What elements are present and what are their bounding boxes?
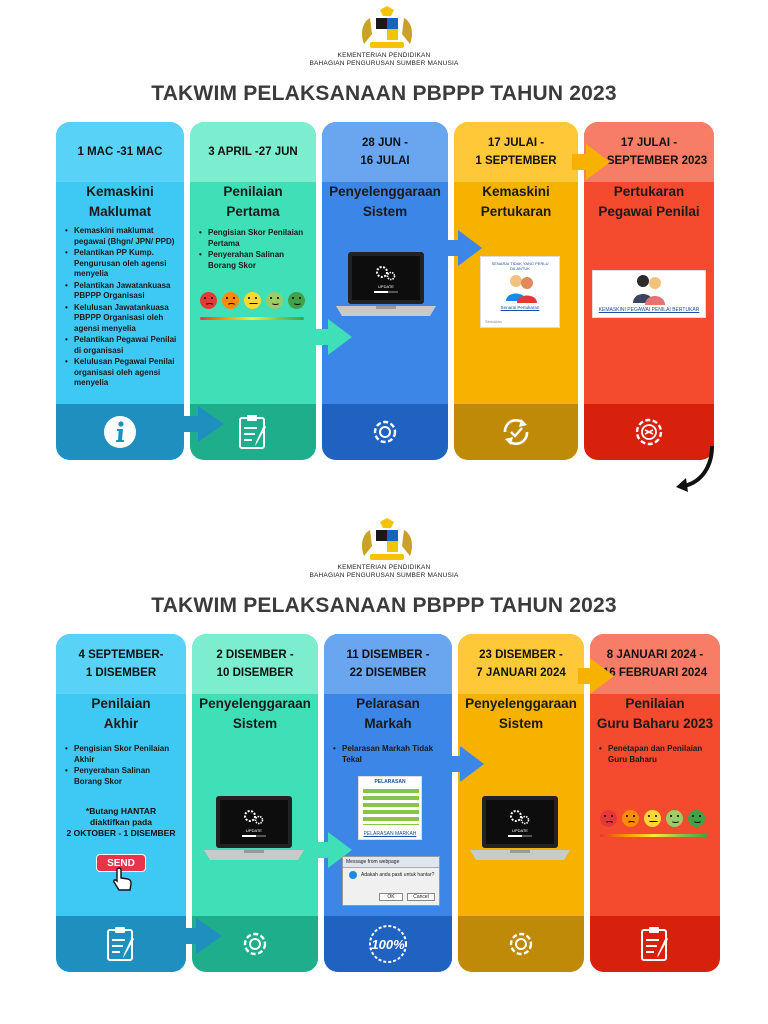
title-line-1: Penilaian (625, 696, 685, 711)
flow-arrow-head (460, 746, 484, 782)
flow-arrow-head (198, 406, 224, 442)
flow-arrow (170, 416, 200, 432)
stage-footer (322, 404, 448, 460)
stage-footer (324, 916, 452, 972)
icon-text: 100% (371, 937, 405, 952)
dialog-ok-button[interactable]: OK (379, 893, 403, 901)
rating-meter (200, 317, 304, 320)
stage-date (458, 634, 584, 694)
date-line-1: 28 JUN - (361, 137, 409, 149)
flow-arrow (310, 329, 330, 345)
screenshot-header: SENARAI TIDAK YANG PERLU DILANTUK (491, 261, 549, 271)
list-item: • Penyerahan Salinan Borang Skor (198, 250, 310, 271)
date-line-1: 11 DISEMBER - (346, 649, 430, 661)
happy-face-icon (288, 292, 305, 309)
screenshot-table (363, 789, 419, 825)
flow-arrow-head (196, 918, 222, 954)
list-item: • Pengisian Skor Penilaian Pertama (198, 228, 310, 249)
date-line-2: 16 FEBRUARI 2024 (602, 667, 708, 679)
task-list (598, 744, 714, 766)
screenshot-penilai (592, 270, 706, 318)
timeline-section-bottom (0, 512, 768, 1024)
date-text: 3 APRIL -27 JUN (208, 146, 298, 158)
neutral-face-icon (244, 292, 261, 309)
title-line-1: Penilaian (91, 696, 151, 711)
title-line-2: Sistem (498, 716, 544, 731)
date-line-1: 17 JULAI - (487, 137, 545, 149)
stage-date (322, 122, 448, 182)
date-line-1: 4 SEPTEMBER- (78, 649, 164, 661)
happy-face-icon (688, 810, 705, 827)
title-line-1: Kemaskini (482, 184, 550, 199)
send-button[interactable]: SEND (96, 854, 146, 872)
title-line-1: Penyelenggaraan (329, 184, 441, 199)
refresh-icon (499, 415, 533, 449)
date-line-2: 7 JANUARI 2024 (476, 667, 566, 679)
flow-arrow (172, 928, 198, 944)
users-icon (503, 271, 539, 305)
title-line-2: Maklumat (88, 204, 152, 219)
date-line-2: 30 SEPTEMBER 2023 (590, 155, 708, 167)
task-list (64, 744, 180, 788)
gear-icon (368, 415, 402, 449)
list-item: • Penetapan dan Penilaian Guru Baharu (598, 744, 714, 765)
stage-date (190, 122, 316, 182)
100-percent-icon (365, 924, 411, 964)
date-line-2: 16 JULAI (360, 155, 410, 167)
flow-arrow-head (458, 230, 482, 266)
list-item: • Pelantikan Jawatankuasa PBPPP Organisasi (64, 281, 178, 302)
stage-penyelenggaraan-sistem-3 (458, 634, 584, 972)
screenshot-footer: Semakan (485, 319, 502, 324)
ministry-name (0, 564, 768, 580)
smile-face-icon (666, 810, 683, 827)
stage-penilaian-akhir (56, 634, 186, 972)
date-line-2: 10 DISEMBER (216, 667, 294, 679)
stage-footer (56, 404, 184, 460)
gear-shuffle-icon (632, 415, 666, 449)
note-line-1: *Butang HANTAR (85, 806, 157, 816)
rating-meter (600, 834, 708, 837)
list-item: • Pelantikan Pegawai Penilai di organisasi (64, 335, 178, 356)
stage-footer (590, 916, 720, 972)
list-item: • Penyerahan Salinan Borang Skor (64, 766, 180, 787)
rating-faces (200, 292, 305, 309)
date-line-1: 2 DISEMBER - (216, 649, 294, 661)
stage-penyelenggaraan-sistem (322, 122, 448, 460)
stage-footer (56, 916, 186, 972)
stage-title (588, 182, 710, 222)
dialog-title: Message from webpage (343, 857, 439, 868)
ministry-line-2: BAHAGIAN PENGURUSAN SUMBER MANUSIA (309, 572, 459, 579)
laptop-update-icon (334, 250, 438, 322)
list-item: • Pelarasan Markah Tidak Tekal (332, 744, 446, 765)
flow-arrow-head (328, 319, 352, 355)
users-icon (631, 273, 667, 305)
flow-arrow-head (590, 658, 614, 694)
title-line-1: Pelarasan (356, 696, 420, 711)
timeline-section-top (0, 0, 768, 500)
date-line-2: 1 SEPTEMBER (475, 155, 557, 167)
stage-date (192, 634, 318, 694)
stage-date (324, 634, 452, 694)
neutral-face-icon (644, 810, 661, 827)
title-line-1: Penyelenggaraan (465, 696, 577, 711)
page-title: TAKWIM PELAKSANAAN PBPPP TAHUN 2023 (151, 82, 617, 105)
smile-face-icon (266, 292, 283, 309)
angry-face-icon (600, 810, 617, 827)
list-item: • Pengisian Skor Penilaian Akhir (64, 744, 180, 765)
send-note (62, 806, 180, 839)
note-line-3: 2 OKTOBER - 1 DISEMBER (66, 828, 176, 838)
stage-title (60, 694, 182, 734)
stage-title (594, 694, 716, 734)
title-line-2: Akhir (103, 716, 139, 731)
rating-faces (600, 810, 705, 827)
stage-title (328, 694, 448, 734)
title-line-2: Guru Baharu 2023 (596, 716, 714, 731)
dialog-text: Adakah anda pasti untuk hantar? (361, 872, 435, 878)
title-line-2: Pegawai Penilai (598, 204, 700, 219)
coat-of-arms-logo (358, 4, 416, 52)
ministry-line-1: KEMENTERIAN PENDIDIKAN (337, 52, 431, 59)
clipboard-icon (105, 925, 137, 963)
angry-face-icon (200, 292, 217, 309)
sad-face-icon (622, 810, 639, 827)
ministry-line-1: KEMENTERIAN PENDIDIKAN (337, 564, 431, 571)
task-list (332, 744, 446, 766)
ministry-line-2: BAHAGIAN PENGURUSAN SUMBER MANUSIA (309, 60, 459, 67)
screenshot-caption: KEMASKINI PEGAWAI PENILAI BERTUKAR (598, 307, 700, 313)
stage-title (326, 182, 444, 222)
stage-date (454, 122, 578, 182)
title-line-2: Markah (364, 716, 412, 731)
screenshot-caption: PELARASAN MARKAH (363, 831, 417, 837)
stage-title (458, 182, 574, 222)
laptop-text: UPDATE (378, 284, 394, 289)
sad-face-icon (222, 292, 239, 309)
title-line-1: Kemaskini (86, 184, 154, 199)
date-line-1: 23 DISEMBER - (479, 649, 563, 661)
list-item: • Kemaskini maklumat pegawai (Bhgn/ JPN/ PPD) (64, 226, 178, 247)
stage-title (60, 182, 180, 222)
stage-date (56, 122, 184, 182)
laptop-update-icon (468, 794, 572, 866)
flow-arrow-head (586, 144, 610, 180)
confirm-dialog (342, 856, 440, 906)
hand-pointer-icon (112, 866, 134, 892)
dialog-cancel-button[interactable]: Cancel (407, 893, 435, 901)
note-line-2: diaktifkan pada (90, 817, 152, 827)
list-item: • Kelulusan Pegawai Penilai organisasi oleh agensi menyelia (64, 357, 178, 389)
ministry-name (0, 52, 768, 68)
laptop-text: UPDATE (246, 828, 262, 833)
stage-title (462, 694, 580, 734)
stage-footer (454, 404, 578, 460)
title-line-1: Penyelenggaraan (199, 696, 311, 711)
title-line-1: Pertukaran (613, 184, 685, 199)
title-line-2: Sistem (232, 716, 278, 731)
stage-pelarasan-markah (324, 634, 452, 972)
list-item: • Pelantikan PP Kump. Pengurusan oleh agensi menyelia (64, 248, 178, 280)
date-line-1: 17 JULAI - (620, 137, 678, 149)
task-list (64, 226, 178, 390)
clipboard-icon (639, 925, 671, 963)
date-line-2: 1 DISEMBER (85, 667, 157, 679)
gear-icon (504, 927, 538, 961)
page-title: TAKWIM PELAKSANAAN PBPPP TAHUN 2023 (151, 594, 617, 617)
screenshot-pelarasan (358, 776, 422, 840)
stage-footer (458, 916, 584, 972)
curved-arrow-icon (672, 444, 720, 492)
screenshot-link: Senarai Pertukaran (500, 305, 540, 310)
question-icon (349, 871, 357, 879)
title-line-2: Sistem (362, 204, 408, 219)
stage-title (196, 694, 314, 734)
screenshot-header: PELARASAN (374, 779, 406, 785)
info-icon (103, 415, 137, 449)
flow-arrow-head (328, 832, 352, 868)
title-line-2: Pertukaran (480, 204, 552, 219)
date-text: 1 MAC -31 MAC (77, 146, 163, 158)
list-item: • Kelulusan Jawatankuasa PBPPP Organisasi oleh agensi menyelia (64, 303, 178, 335)
stage-date (56, 634, 186, 694)
gear-icon (238, 927, 272, 961)
clipboard-icon (237, 413, 269, 451)
coat-of-arms-logo (358, 516, 416, 564)
stage-title (194, 182, 312, 222)
title-line-2: Pertama (226, 204, 280, 219)
date-line-2: 22 DISEMBER (349, 667, 427, 679)
stage-kemaskini-pertukaran (454, 122, 578, 460)
laptop-update-icon (202, 794, 306, 866)
date-line-1: 8 JANUARI 2024 - (606, 649, 704, 661)
task-list (198, 228, 310, 272)
screenshot-pertukaran (480, 256, 560, 328)
title-line-1: Penilaian (223, 184, 283, 199)
stage-kemaskini-maklumat (56, 122, 184, 460)
laptop-text: UPDATE (512, 828, 528, 833)
